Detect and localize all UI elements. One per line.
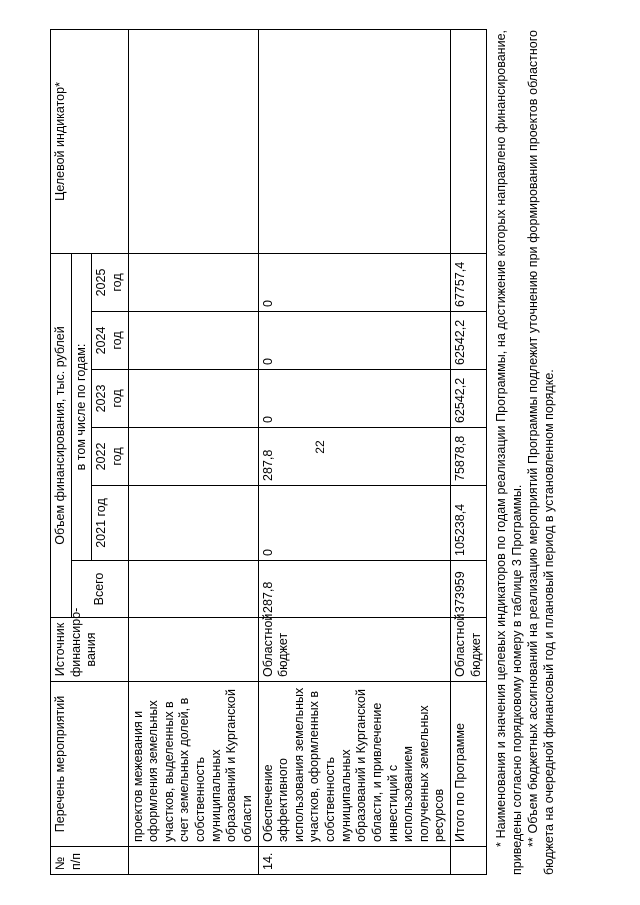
table-row-total	[451, 29, 487, 874]
row-2024: 62542,2	[451, 312, 487, 370]
row-indicator	[128, 29, 258, 253]
row-2024: 0	[258, 312, 451, 370]
row-2024	[128, 312, 258, 370]
row-indicator	[451, 29, 487, 253]
header-row-1	[51, 29, 72, 874]
row-2021: 0	[258, 486, 451, 561]
row-2023: 0	[258, 370, 451, 428]
row-2021: 105238,4	[451, 486, 487, 561]
header-2021: 2021 год	[92, 486, 128, 561]
row-activity: Обеспечение эффективного использования земельных участков, оформленных в собственность муниципальных образований и Курганской области, и привлечение инвестиций с использованием полученных земельных ресурсов	[258, 682, 451, 847]
table-row	[258, 29, 451, 874]
header-activities: Перечень мероприятий	[51, 682, 129, 847]
row-source: Областной бюджет	[451, 618, 487, 682]
page-number: 22	[313, 440, 327, 454]
header-total: Всего	[71, 561, 128, 618]
header-2023: 2023 год	[92, 370, 128, 428]
footnotes	[493, 30, 557, 875]
row-source	[128, 618, 258, 682]
row-2023: 62542,2	[451, 370, 487, 428]
footnote-indicators: * Наименования и значения целевых индикаторов по годам реализации Программы, на достижение которых направлено финансирование, приведены согласно порядковому номеру в таблице 3 Программы.	[494, 30, 525, 875]
row-num	[128, 847, 258, 875]
header-indicator: Целевой индикатор*	[51, 29, 129, 253]
table-row	[128, 29, 258, 874]
header-2025: 2025 год	[92, 253, 128, 311]
row-total: 373959	[451, 561, 487, 618]
rotated-page-content	[50, 30, 610, 875]
row-activity: проектов межевания и оформления земельных участков, выделенных в счет земельных долей, в собственность муниципальных образований и Курганской области	[128, 682, 258, 847]
header-source: Источник финансиро-вания	[51, 618, 129, 682]
row-activity: Итого по Программе	[451, 682, 487, 847]
header-funding: Объем финансирования, тыс. рублей	[51, 253, 72, 617]
row-total	[128, 561, 258, 618]
row-indicator	[258, 29, 451, 253]
funding-table	[50, 29, 487, 875]
row-2025	[128, 253, 258, 311]
header-2024: 2024 год	[92, 312, 128, 370]
row-2022	[128, 428, 258, 486]
row-source: Областной бюджет	[258, 618, 451, 682]
row-2023	[128, 370, 258, 428]
header-2022: 2022 год	[92, 428, 128, 486]
row-2021	[128, 486, 258, 561]
header-num: № п/п	[51, 847, 129, 875]
row-2022: 287,8	[258, 428, 451, 486]
row-2025: 67757,4	[451, 253, 487, 311]
row-num: 14.	[258, 847, 451, 875]
row-total: 287,8	[258, 561, 451, 618]
header-by-years: в том числе по годам:	[71, 253, 92, 560]
footnote-budget: ** Объем бюджетных ассигнований на реализацию мероприятий Программы подлежит уточнению при формировании проектов областного бюджета на очередной финансовый год и плановый период в установленном порядке.	[526, 30, 557, 875]
row-2022: 75878,8	[451, 428, 487, 486]
row-num	[451, 847, 487, 875]
row-2025: 0	[258, 253, 451, 311]
